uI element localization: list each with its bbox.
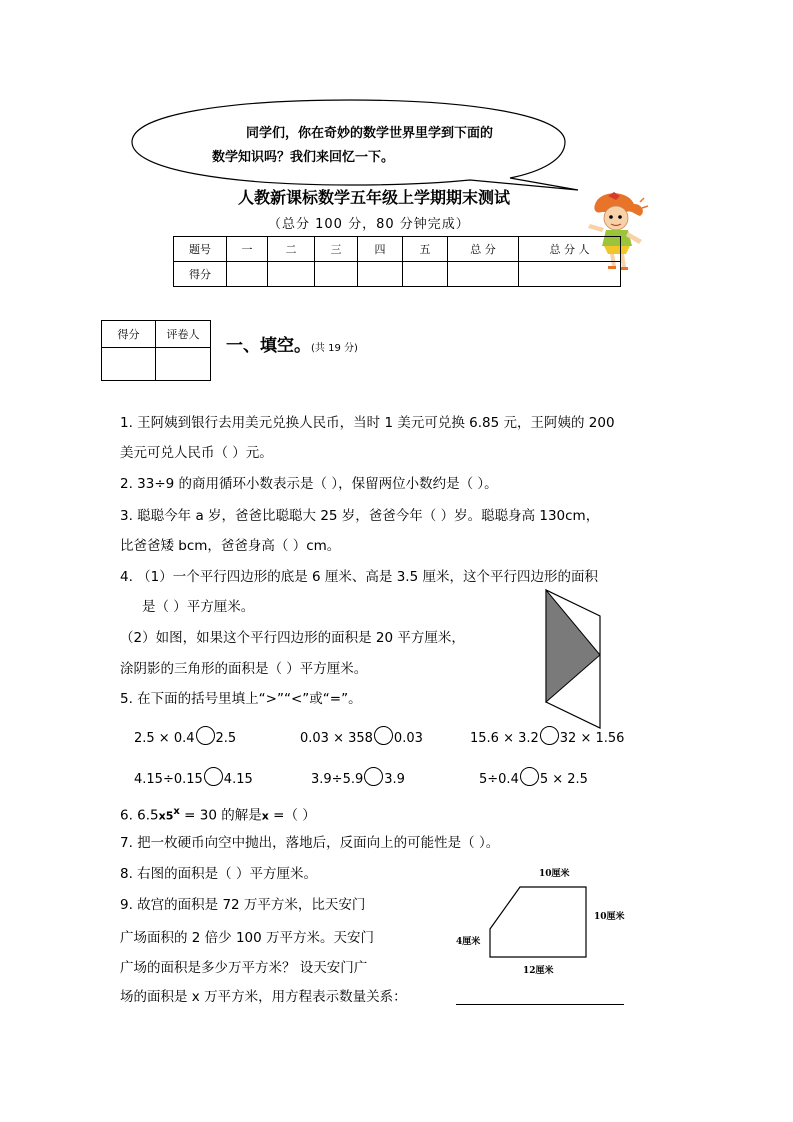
score-table-cell: 总 分 人 (519, 237, 621, 262)
comparison-right: 2.5 (215, 731, 237, 746)
bubble-line-1: 同学们，你在奇妙的数学世界里学到下面的 (246, 126, 494, 141)
score-entry-cell[interactable] (519, 262, 621, 287)
section-title-text: 一、填空。 (226, 336, 311, 356)
score-table-cell: 一 (227, 237, 268, 262)
figure-label-left: 4厘米 (456, 937, 481, 947)
q6-part: = 30 的解是 (179, 807, 262, 824)
question-4-line-2: 是（ ）平方厘米。 (142, 599, 255, 615)
compare-circle[interactable] (196, 726, 215, 745)
section-note: (共 19 分) (311, 343, 358, 354)
score-entry-cell[interactable] (315, 262, 358, 287)
bubble-line-2: 数学知识吗？我们来回忆一下。 (212, 150, 395, 165)
q6-part: =（ ） (268, 807, 316, 824)
q6-part: 6. 6.5 (120, 807, 159, 824)
comparison-right: 32 × 1.56 (559, 731, 625, 746)
score-table-cell: 二 (268, 237, 315, 262)
q6-part: x5 (158, 809, 174, 823)
comparison-5 (311, 767, 405, 787)
question-9-line-4: 场的面积是 x 万平方米，用方程表示数量关系： (120, 989, 407, 1005)
score-entry-cell[interactable] (403, 262, 448, 287)
comparison-left: 4.15÷0.15 (134, 772, 203, 787)
answer-line[interactable] (456, 1003, 624, 1005)
trapezoid-figure (486, 885, 590, 961)
comparison-4 (134, 767, 253, 787)
question-6 (120, 803, 316, 826)
score-table-cell: 四 (358, 237, 403, 262)
figure-label-bottom: 12厘米 (523, 966, 554, 976)
q6-var: x (261, 809, 269, 823)
comparison-left: 15.6 × 3.2 (470, 731, 539, 746)
question-5: 5. 在下面的括号里填上“>”“<”或“=”。 (120, 691, 362, 707)
question-9-line-2: 广场面积的 2 倍少 100 万平方米。天安门 (120, 930, 375, 946)
score-table-cell: 得分 (174, 262, 227, 287)
comparison-right: 0.03 (393, 731, 423, 746)
grader-table (101, 320, 211, 381)
score-entry-cell[interactable] (358, 262, 403, 287)
question-4-line-1: 4. （1）一个平行四边形的底是 6 厘米、高是 3.5 厘米，这个平行四边形的面积 (120, 569, 598, 585)
comparison-right: 4.15 (223, 772, 253, 787)
comparison-right: 5 × 2.5 (539, 772, 588, 787)
figure-label-right: 10厘米 (594, 912, 625, 922)
compare-circle[interactable] (374, 726, 393, 745)
compare-circle[interactable] (540, 726, 559, 745)
question-3-line-1: 3. 聪聪今年 a 岁，爸爸比聪聪大 25 岁，爸爸今年（ ）岁。聪聪身高 130cm， (120, 508, 600, 524)
score-entry-cell[interactable] (448, 262, 519, 287)
score-table-cell: 总 分 (448, 237, 519, 262)
question-8: 8. 右图的面积是（ ）平方厘米。 (120, 866, 317, 882)
comparison-3 (470, 726, 624, 746)
compare-circle[interactable] (520, 767, 539, 786)
grader-table-score-label: 得分 (102, 321, 156, 348)
comparison-left: 5÷0.4 (479, 772, 519, 787)
score-entry-cell[interactable] (268, 262, 315, 287)
question-2: 2. 33÷9 的商用循环小数表示是（ ），保留两位小数约是（ ）。 (120, 476, 498, 492)
comparison-left: 3.9÷5.9 (311, 772, 364, 787)
comparison-6 (479, 767, 588, 787)
comparison-1 (134, 726, 236, 746)
comparison-2 (300, 726, 423, 746)
question-9-line-1: 9. 故宫的面积是 72 万平方米，比天安门 (120, 897, 366, 913)
figure-label-top: 10厘米 (539, 869, 570, 879)
page-title: 人教新课标数学五年级上学期期末测试 (238, 188, 511, 207)
question-4-line-3: （2）如图，如果这个平行四边形的面积是 20 平方厘米， (120, 630, 465, 646)
grader-table-grader-label: 评卷人 (156, 321, 211, 348)
score-entry-cell[interactable] (227, 262, 268, 287)
score-table-score-row (174, 262, 621, 287)
question-7: 7. 把一枚硬币向空中抛出，落地后，反面向上的可能性是（ ）。 (120, 835, 500, 851)
comparison-left: 0.03 × 358 (300, 731, 373, 746)
score-table-cell: 五 (403, 237, 448, 262)
grader-score-entry[interactable] (102, 348, 156, 381)
compare-circle[interactable] (364, 767, 383, 786)
section-title (226, 331, 358, 356)
parallelogram-figure (544, 588, 604, 730)
page-subtitle: （总分 100 分，80 分钟完成） (268, 217, 470, 232)
score-table (173, 236, 621, 287)
grader-name-entry[interactable] (156, 348, 211, 381)
question-1-line-2: 美元可兑人民币（ ）元。 (120, 445, 273, 461)
score-table-cell: 题号 (174, 237, 227, 262)
comparison-left: 2.5 × 0.4 (134, 731, 195, 746)
question-1-line-1: 1. 王阿姨到银行去用美元兑换人民币，当时 1 美元可兑换 6.85 元，王阿姨的 200 (120, 415, 615, 431)
question-3-line-2: 比爸爸矮 bcm，爸爸身高（ ）cm。 (120, 538, 341, 554)
question-9-line-3: 广场的面积是多少万平方米？ 设天安门广 (120, 960, 368, 976)
score-table-header-row (174, 237, 621, 262)
score-table-cell: 三 (315, 237, 358, 262)
compare-circle[interactable] (204, 767, 223, 786)
question-4-line-4: 涂阴影的三角形的面积是（ ）平方厘米。 (120, 661, 368, 677)
q6-var: x (173, 806, 180, 817)
comparison-right: 3.9 (384, 772, 405, 787)
